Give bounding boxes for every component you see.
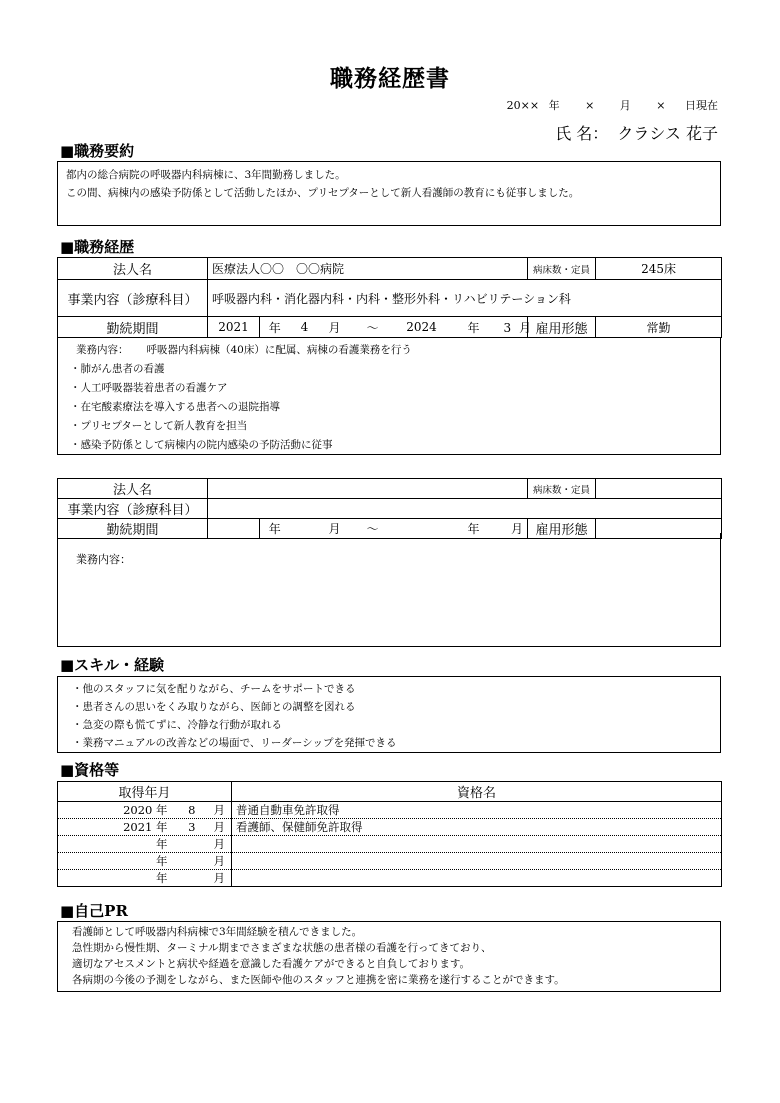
summary-line: 都内の総合病院の呼吸器内科病棟に、3年間勤務しました。 <box>66 169 346 181</box>
skill-item: ・患者さんの思いをくみ取りながら、医師との調整を図れる <box>72 701 356 713</box>
applicant-name: 氏 名： クラシス 花子 <box>555 124 718 143</box>
period-label: 勤続期間 <box>58 519 208 539</box>
pr-line: 各病期の今後の予測をしながら、また医師や他のスタッフと連携を密に業務を遂行することができます。 <box>72 974 565 986</box>
duties-label: 業務内容： <box>76 553 131 566</box>
col-date-header: 取得年月 <box>58 782 232 802</box>
license-row: 年 月 <box>58 853 722 870</box>
license-name: 普通自動車免許取得 <box>232 802 722 819</box>
duty-item: ・プリセプターとして新人教育を担当 <box>70 420 248 432</box>
license-row: 2021 年 3 月 看護師、保健師免許取得 <box>58 819 722 836</box>
license-name: 看護師、保健師免許取得 <box>232 819 722 836</box>
skills-box <box>57 676 721 753</box>
start-month: 4 <box>290 317 320 338</box>
document-title: 職務経歴書 <box>330 65 450 92</box>
start-year: 2021 <box>208 317 260 338</box>
duty-item: ・人工呼吸器装着患者の看護ケア <box>70 382 228 394</box>
job1-table: 法人名 医療法人〇〇 〇〇病院 病床数・定員 245床 事業内容（診療科目） 呼吸器内科・消化器内科・内科・整形外科・リハビリテーション科 勤続期間 2021 年 4 月 ～ 2024 年 3 月 雇用形態 常勤 <box>57 257 722 338</box>
pr-box <box>57 921 721 992</box>
pr-line: 看護師として呼吸器内科病棟で3年間経験を積んできました。 <box>72 926 363 938</box>
summary-heading: ■職務要約 <box>60 142 135 160</box>
license-row: 年 月 <box>58 870 722 887</box>
beds-value: 245床 <box>596 258 722 280</box>
skills-heading: ■スキル・経験 <box>60 656 165 674</box>
summary-line: この間、病棟内の感染予防係として活動したほか、プリセプターとして新人看護師の教育にも従事しました。 <box>66 187 580 199</box>
duty-item: ・感染予防係として病棟内の院内感染の予防活動に従事 <box>70 439 333 451</box>
corp-value <box>208 479 528 499</box>
skill-item: ・業務マニュアルの改善などの場面で、リーダーシップを発揮できる <box>72 737 397 749</box>
beds-value <box>596 479 722 499</box>
period-label: 勤続期間 <box>58 317 208 338</box>
job2-duties <box>57 533 721 647</box>
business-value: 呼吸器内科・消化器内科・内科・整形外科・リハビリテーション科 <box>208 280 722 317</box>
corp-label: 法人名 <box>58 258 208 280</box>
business-label: 事業内容（診療科目） <box>58 499 208 519</box>
licenses-table <box>57 781 722 887</box>
end-year: 2024 <box>396 317 448 338</box>
license-row: 年 月 <box>58 836 722 853</box>
summary-box <box>57 161 721 226</box>
employment-label: 雇用形態 <box>528 519 596 539</box>
corp-value: 医療法人〇〇 〇〇病院 <box>208 258 528 280</box>
corp-label: 法人名 <box>58 479 208 499</box>
pr-line: 適切なアセスメントと病状や経過を意識した看護ケアができると自負しております。 <box>72 958 471 970</box>
beds-label: 病床数・定員 <box>528 479 596 499</box>
job1-duties <box>57 337 721 455</box>
employment-label: 雇用形態 <box>528 317 596 338</box>
document-date: 20×× 年 × 月 × 日現在 <box>506 99 718 112</box>
employment-value: 常勤 <box>596 317 722 338</box>
duty-item: ・肺がん患者の看護 <box>70 363 165 375</box>
pr-line: 急性期から慢性期、ターミナル期までさまざまな状態の患者様の看護を行ってきており、 <box>72 942 492 954</box>
licenses-heading: ■資格等 <box>60 761 120 779</box>
col-name-header: 資格名 <box>232 782 722 802</box>
duty-item: ・在宅酸素療法を導入する患者への退院指導 <box>70 401 280 413</box>
business-value <box>208 499 722 519</box>
job2-table: 法人名 病床数・定員 事業内容（診療科目） 勤続期間 年 月 ～ 年 月 雇用形態 <box>57 478 722 539</box>
license-row: 2020 年 8 月 普通自動車免許取得 <box>58 802 722 819</box>
beds-label: 病床数・定員 <box>528 258 596 280</box>
duties-label: 業務内容： <box>76 344 129 356</box>
pr-heading: ■自己PR <box>60 902 128 920</box>
duties-main: 呼吸器内科病棟（40床）に配属、病棟の看護業務を行う <box>146 344 412 356</box>
skill-item: ・他のスタッフに気を配りながら、チームをサポートできる <box>72 683 356 695</box>
business-label: 事業内容（診療科目） <box>58 280 208 317</box>
career-heading: ■職務経歴 <box>60 238 135 256</box>
skill-item: ・急変の際も慌てずに、冷静な行動が取れる <box>72 719 282 731</box>
end-month: 3 <box>503 320 512 335</box>
